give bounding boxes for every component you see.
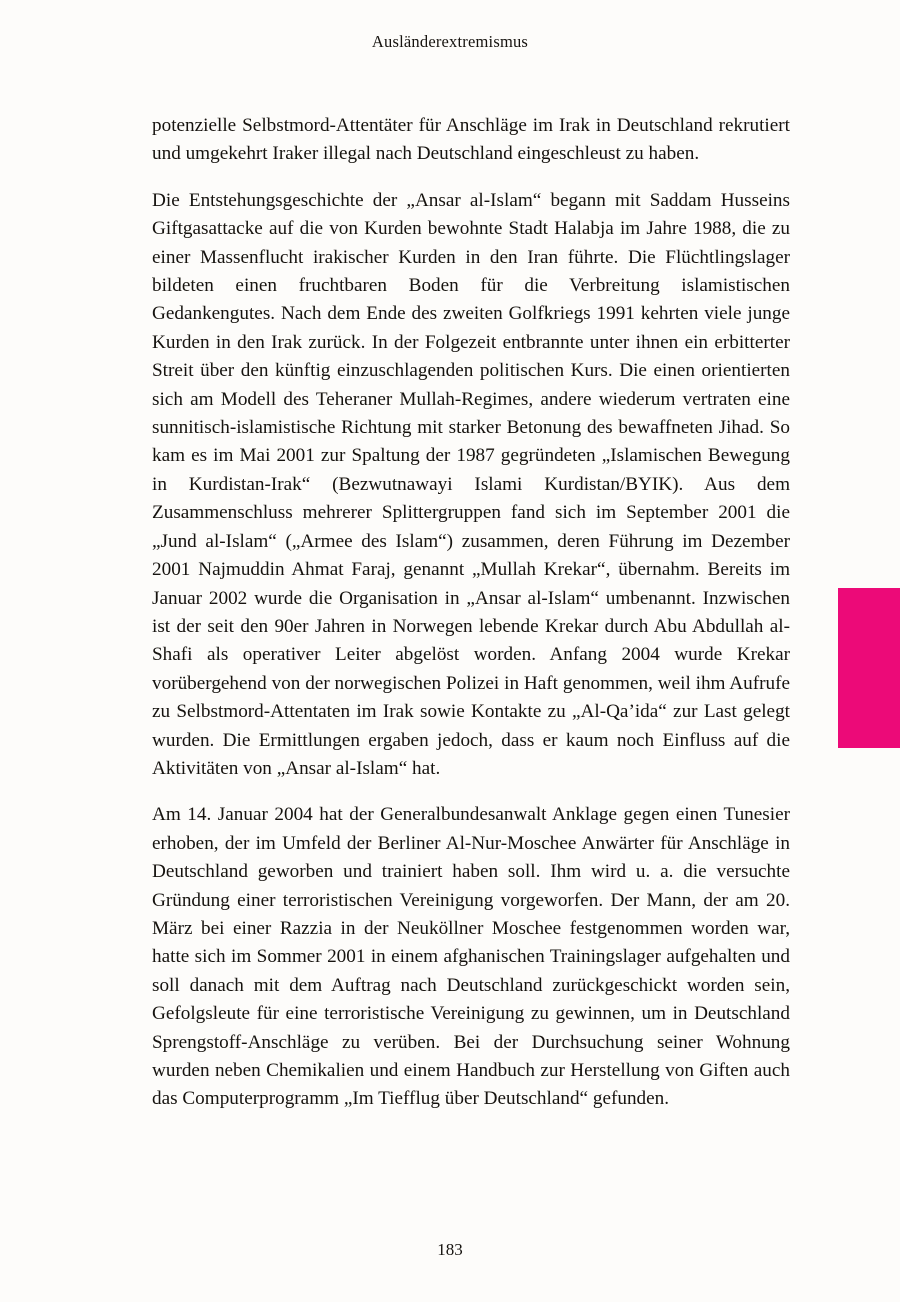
page-number: 183 (437, 1240, 463, 1259)
paragraph: potenzielle Selbstmord-Attentäter für Anschläge im Irak in Deutschland rekrutiert und umgekehrt Iraker illegal nach Deutschland eingeschleust zu haben. (152, 115, 790, 165)
running-head: Ausländerextremismus (371, 32, 529, 51)
page-body (152, 112, 790, 1114)
paragraph: Die Entstehungsgeschichte der „Ansar al-Islam“ begann mit Saddam Husseins Giftgasattacke auf die von Kurden bewohnte Stadt Halabja im Jahre 1988, die zu einer Massenflucht irakischer Kurden in den Iran führte. Die Flüchtlingslager bildeten einen fruchtbaren Boden für die Verbreitung islamistischen Gedankengutes. Nach dem Ende des zweiten Golfkriegs 1991 kehrten viele junge Kurden in den Irak zurück. In der Folgezeit entbrannte unter ihnen ein erbitterter Streit über den künftig einzuschlagenden politischen Kurs. Die einen orientierten sich am Modell des Teheraner Mullah-Regimes, andere wiederum vertraten eine sunnitisch-islamistische Richtung mit starker Betonung des bewaffneten Jihad. So kam es im Mai 2001 zur Spaltung der 1987 gegründeten „Islamischen Bewegung in Kurdistan-Irak“ (Bezwutnawayi Islami Kurdistan/BYIK). Aus dem Zusammenschluss mehrerer Splittergruppen fand sich im September 2001 die „Jund al-Islam“ („Armee des Islam“) zusammen, deren Führung im Dezember 2001 Najmuddin Ahmat Faraj, genannt „Mullah Krekar“, übernahm. Bereits im Januar 2002 wurde die Organisation in „Ansar al-Islam“ umbenannt. Inzwischen ist der seit den 90er Jahren in Norwegen lebende Krekar durch Abu Abdullah al-Shafi als operativer Leiter abgelöst worden. Anfang 2004 wurde Krekar vorübergehend von der norwegischen Polizei in Haft genommen, weil ihm Aufrufe zu Selbstmord-Attentaten im Irak sowie Kontakte zu „Al-Qa’ida“ zur Last gelegt wurden. Die Ermittlungen ergaben jedoch, dass er kaum noch Einfluss auf die Aktivitäten von „Ansar al-Islam“ hat. (152, 189, 790, 779)
section-thumb-tab (838, 588, 900, 748)
paragraph: Am 14. Januar 2004 hat der Generalbundesanwalt Anklage gegen einen Tunesier erhoben, der im Umfeld der Berliner Al-Nur-Moschee Anwärter für Anschläge in Deutschland geworben und trainiert haben soll. Ihm wird u. a. die versuchte Gründung einer terroristischen Vereinigung vorgeworfen. Der Mann, der am 20. März bei einer Razzia in der Neuköllner Moschee festgenommen worden war, hatte sich im Sommer 2001 in einem afghanischen Trainingslager aufgehalten und soll danach mit dem Auftrag nach Deutschland zurückgeschickt worden sein, Gefolgsleute für eine terroristische Vereinigung zu gewinnen, um in Deutschland Sprengstoff-Anschläge zu verüben. Bei der Durchsuchung seiner Wohnung wurden neben Chemikalien und einem Handbuch zur Herstellung von Giften auch das Computerprogramm „Im Tiefflug über Deutschland“ gefunden. (152, 804, 790, 1110)
